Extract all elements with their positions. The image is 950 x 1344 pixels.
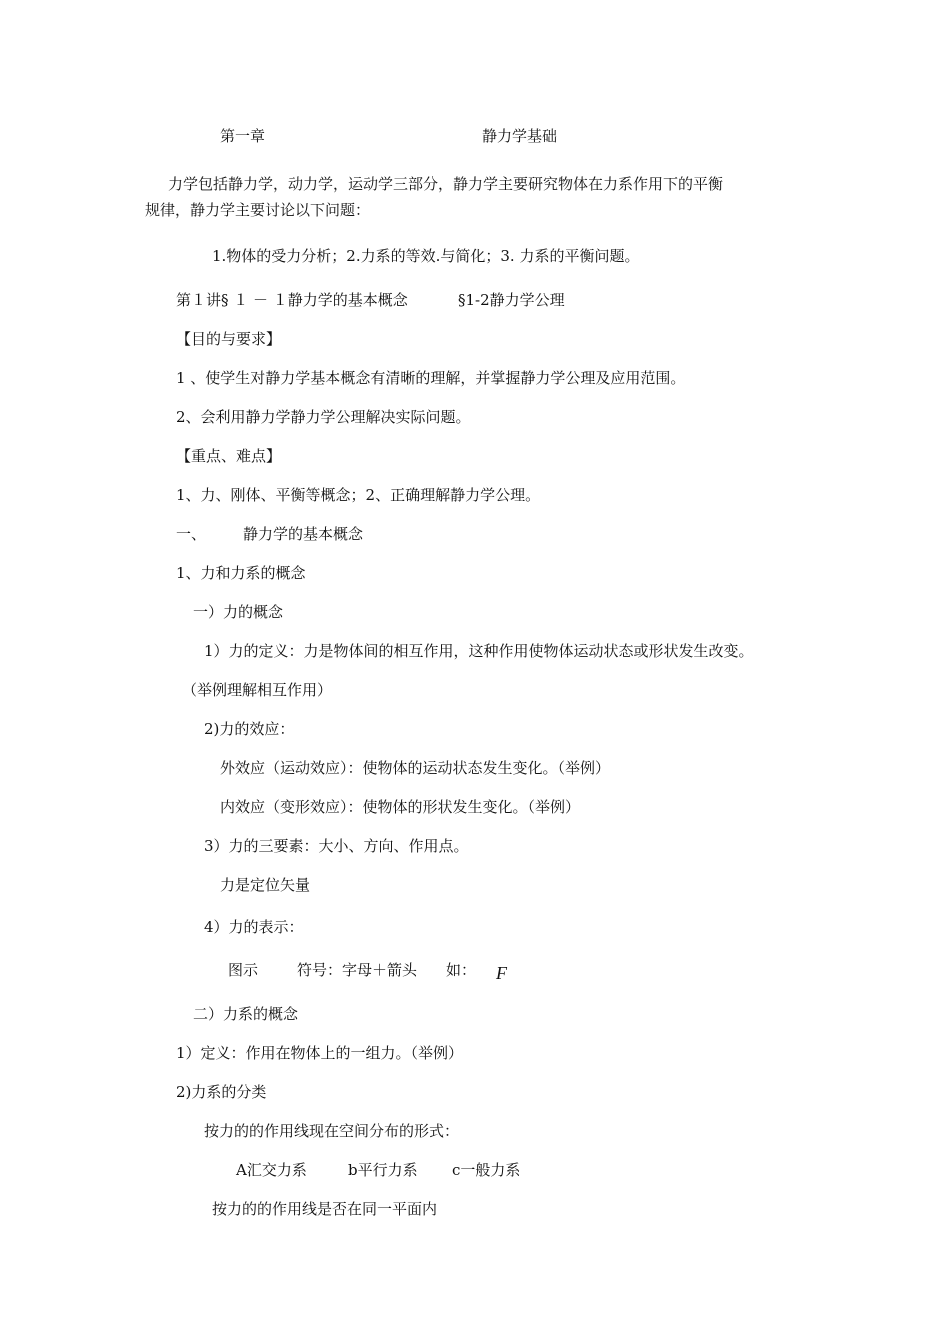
example-label: 如： [446,961,477,979]
chapter-title: 静力学基础 [482,127,558,145]
classification-by-plane: 按力的的作用线是否在同一平面内 [212,1200,438,1218]
force-symbol-f: F [496,963,507,983]
three-elements: 3）力的三要素：大小、方向、作用点。 [204,837,469,855]
part-title: 静力学的基本概念 [243,525,364,543]
objective-item-1: 1 、使学生对静力学基本概念有清晰的理解，并掌握静力学公理及应用范围。 [176,369,686,387]
force-system-classification: 2)力系的分类 [176,1083,267,1101]
external-effect: 外效应（运动效应）：使物体的运动状态发生变化。（举例） [220,759,611,777]
lecture-title: 第１讲§ １ － １静力学的基本概念 [176,291,408,309]
chapter-label: 第一章 [220,127,266,145]
force-definition: 1）力的定义：力是物体间的相互作用，这种作用使物体运动状态或形状发生改变。 [204,642,754,660]
type-parallel: b平行力系 [348,1161,418,1179]
lecture-section-2: §1-2静力学公理 [458,291,565,309]
force-representation-title: 4）力的表示： [204,918,304,936]
force-effect-title: 2)力的效应： [204,720,295,738]
subsection-2-title: 二）力系的概念 [193,1005,299,1023]
intro-line-1: 力学包括静力学，动力学，运动学三部分，静力学主要研究物体在力系作用下的平衡 [168,175,724,193]
keypoints-text: 1、力、刚体、平衡等概念；2、正确理解静力学公理。 [176,486,541,504]
bound-vector-note: 力是定位矢量 [220,876,311,894]
part-number: 一、 [176,525,207,543]
force-system-definition: 1）定义：作用在物体上的一组力。（举例） [176,1044,464,1062]
objectives-heading: 【目的与要求】 [176,330,282,348]
symbol-label: 符号：字母＋箭头 [297,961,418,979]
subsection-1-title: 一）力的概念 [193,603,284,621]
keypoints-heading: 【重点、难点】 [176,447,282,465]
section-1-title: 1、力和力系的概念 [176,564,306,582]
problem-list: 1.物体的受力分析；2.力系的等效.与简化；3. 力系的平衡问题。 [212,247,640,265]
intro-line-2: 规律，静力学主要讨论以下问题： [145,201,371,219]
graphic-label: 图示 [228,961,259,979]
objective-item-2: 2、会利用静力学静力学公理解决实际问题。 [176,408,471,426]
force-definition-note: （举例理解相互作用） [182,681,333,699]
type-concurrent: A汇交力系 [236,1161,307,1179]
classification-by-distribution: 按力的的作用线现在空间分布的形式： [204,1122,460,1140]
internal-effect: 内效应（变形效应）：使物体的形状发生变化。（举例） [220,798,581,816]
type-general: c一般力系 [452,1161,521,1179]
